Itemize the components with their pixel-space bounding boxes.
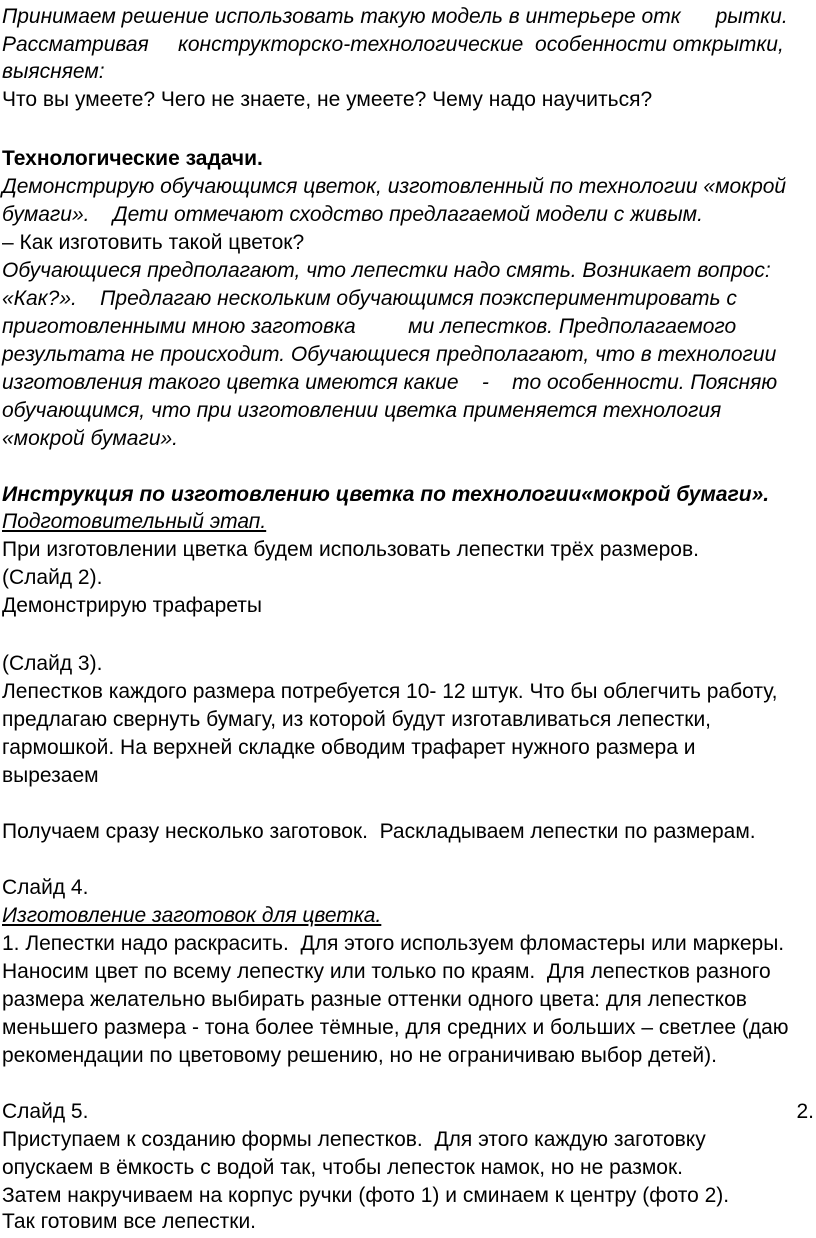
subheading-blanks: Изготовление заготовок для цветка. [2, 904, 382, 927]
questions-line: Что вы умеете? Чего не знаете, не умеете? Чему надо научиться? [2, 88, 653, 111]
section-heading-tech-tasks: Технологические задачи. [2, 147, 263, 170]
paragraph-line: Демонстрирую трафареты [2, 594, 262, 617]
paragraph-line: При изготовлении цветка будем использовать лепестки трёх размеров. [2, 538, 699, 561]
paragraph-line: опускаем в ёмкость с водой так, чтобы лепесток намок, но не размок. [2, 1156, 683, 1179]
section-heading-instruction: Инструкция по изготовлению цветка по технологии«мокрой бумаги». [2, 483, 770, 506]
intro-line-2: Рассматривая конструкторско-технологические особенности открытки, [2, 33, 784, 56]
paragraph-line: бумаги». Дети отмечают сходство предлагаемой модели с живым. [2, 203, 703, 226]
slide-ref: (Слайд 3). [2, 652, 103, 675]
intro-line-3: выясняем: [2, 60, 105, 83]
step-number: 2. [796, 1100, 814, 1123]
paragraph-line: Так готовим все лепестки. [2, 1210, 257, 1233]
paragraph-line: размера желательно выбирать разные оттенки одного цвета: для лепестков [2, 988, 747, 1011]
paragraph-line: изготовления такого цветка имеются какие - то особенности. Поясняю [2, 371, 778, 394]
paragraph-line: меньшего размера - тона более тёмные, для средних и больших – светлее (даю [2, 1016, 789, 1039]
paragraph-line: Приступаем к созданию формы лепестков. Для этого каждую заготовку [2, 1128, 706, 1151]
paragraph-line: обучающимся, что при изготовлении цветка применяется технология [2, 399, 722, 422]
intro-line-1: Принимаем решение использовать такую модель в интерьере отк рытки. [2, 5, 788, 28]
paragraph-line: «Как?». Предлагаю нескольким обучающимся поэкспериментировать с [2, 287, 737, 310]
paragraph-line: «мокрой бумаги». [2, 427, 179, 450]
paragraph-line: Демонстрирую обучающимся цветок, изготовленный по технологии «мокрой [2, 175, 787, 198]
paragraph-line: результата не происходит. Обучающиеся предполагают, что в технологии [2, 343, 777, 366]
slide-ref: Слайд 4. [2, 876, 89, 899]
paragraph-line: – Как изготовить такой цветок? [2, 231, 305, 254]
paragraph-line: 1. Лепестки надо раскрасить. Для этого используем фломастеры или маркеры. [2, 932, 785, 955]
paragraph-line: Обучающиеся предполагают, что лепестки надо смять. Возникает вопрос: [2, 259, 771, 282]
paragraph-line: вырезаем [2, 764, 99, 787]
slide-ref: Слайд 5. [2, 1100, 89, 1123]
paragraph-line: Затем накручиваем на корпус ручки (фото 1) и сминаем к центру (фото 2). [2, 1184, 730, 1207]
slide-ref: (Слайд 2). [2, 566, 103, 589]
paragraph-line: приготовленными мною заготовка ми лепестков. Предполагаемого [2, 315, 737, 338]
subheading-preparatory: Подготовительный этап. [2, 510, 267, 533]
paragraph-line: предлагаю свернуть бумагу, из которой будут изготавливаться лепестки, [2, 708, 712, 731]
paragraph-line: Наносим цвет по всему лепестку или только по краям. Для лепестков разного [2, 960, 771, 983]
paragraph-line: Получаем сразу несколько заготовок. Раскладываем лепестки по размерам. [2, 820, 756, 843]
paragraph-line: Лепестков каждого размера потребуется 10- 12 штук. Что бы облегчить работу, [2, 680, 778, 703]
paragraph-line: гармошкой. На верхней складке обводим трафарет нужного размера и [2, 736, 696, 759]
paragraph-line: рекомендации по цветовому решению, но не ограничиваю выбор детей). [2, 1044, 717, 1067]
